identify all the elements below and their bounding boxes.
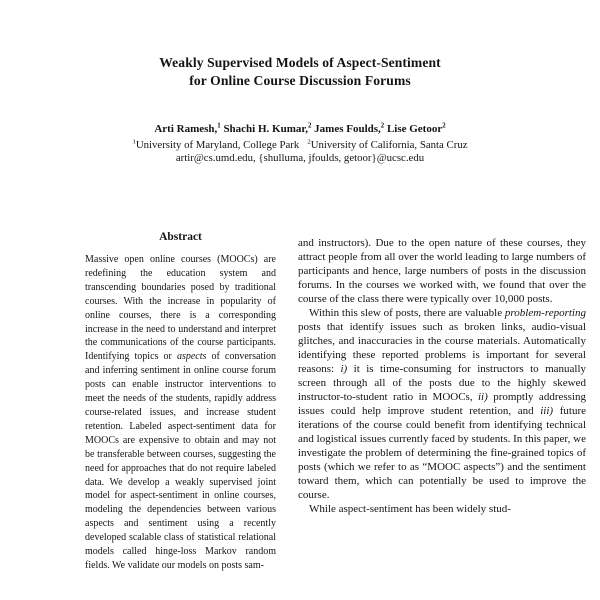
right-column: [298, 236, 586, 516]
emails-line: artir@cs.umd.edu, {shulluma, jfoulds, getoor}@ucsc.edu: [175, 152, 425, 164]
paper-title: [0, 54, 600, 89]
abstract-text: Massive open online courses (MOOCs) are redefining the education system and transcending boundaries posed by traditional courses. With the increase in popularity of online courses, there is a corresponding increase in the need to understand and interpret the communications of the course participants. Identifying topics or aspects of conversation and inferring sentiment in online course forum posts can enable instructor interventions to meet the needs of the students, rapidly address course-related issues, and increase student retention. Labeled aspect-sentiment data for MOOCs are expensive to obtain and may not be transferable between courses, suggesting the need for approaches that do not require labeled data. We develop a weakly supervised joint model for aspect-sentiment in online courses, modeling the dependencies between various aspects and sentiment using a recently developed scalable class of statistical relational models called hinge-loss Markov random fields. We validate our models on posts sam-: [85, 254, 276, 571]
abstract-heading: Abstract: [159, 231, 202, 243]
paragraph-related-work-start: While aspect-sentiment has been widely stud-: [309, 503, 511, 515]
paragraph-intro-continuation: and instructors). Due to the open nature of these courses, they attract people from all over the world leading to large numbers of participants and hence, large numbers of posts in the discussion forums. In the courses we worked with, we found that over the course of the class there were typically over 10,000 posts.: [298, 237, 586, 305]
title-line-1: Weakly Supervised Models of Aspect-Sentiment: [159, 55, 441, 70]
title-line-2: for Online Course Discussion Forums: [189, 72, 411, 88]
paragraph-problem-reporting: Within this slew of posts, there are valuable problem-reporting posts that identify issues such as broken links, audio-visual glitches, and inaccuracies in the course materials. Automatically identifying these reported problems is important for several reasons: i) it is time-consuming for instructors to manually screen through all of the posts due to the highly skewed instructor-to-student ratio in MOOCs, ii) promptly addressing issues could help improve student retention, and iii) future iterations of the course could benefit from identifying technical and logistical issues currently faced by students. In this paper, we investigate the problem of determining the fine-grained topics of posts (which we refer to as “MOOC aspects”) and the sentiment toward them, which can potentially be used to improve the course.: [298, 307, 587, 501]
authors-line: Arti Ramesh,$^1$ Shachi H. Kumar,$^2$ James Foulds,$^2$ Lise Getoor$^2$: [154, 122, 446, 135]
author-block: [0, 122, 600, 165]
affiliations-line: $^1$University of Maryland, College Park $^2$University of California, Santa Cruz: [132, 138, 468, 151]
left-column: [85, 231, 276, 573]
